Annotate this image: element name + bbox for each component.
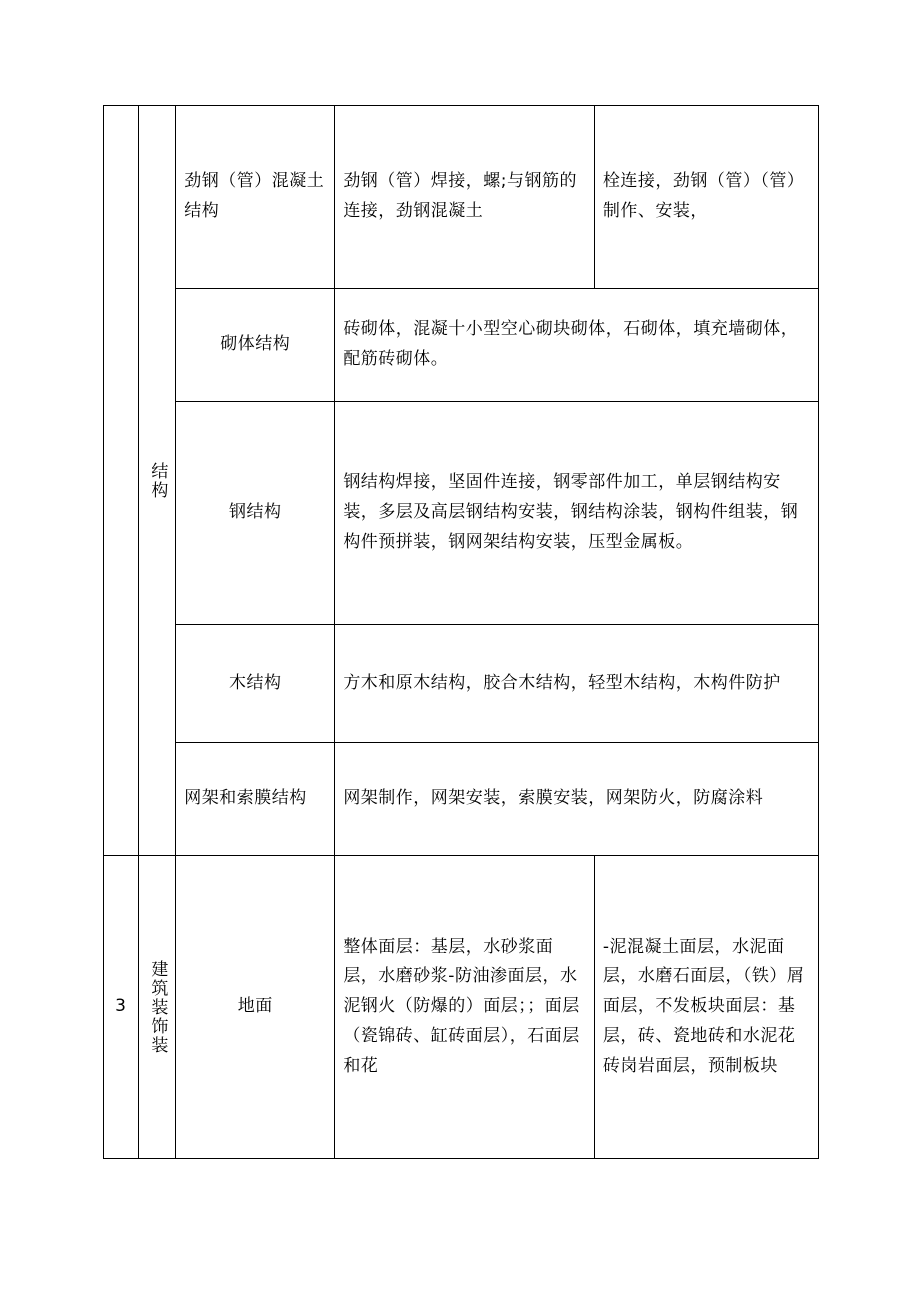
table-row <box>104 743 819 856</box>
cell-subitem-jingang: 劲钢（管）混凝土结构 <box>176 106 335 289</box>
table-row <box>104 289 819 402</box>
cell-detail-jingang-right: 栓连接，劲钢（管）（管）制作、安装， <box>594 106 818 289</box>
cell-category-name-structure <box>138 106 176 856</box>
cell-category-number-structure <box>104 106 139 856</box>
table-row <box>104 106 819 289</box>
cell-detail-masonry: 砖砌体，混凝十小型空心砌块砌体，石砌体，填充墙砌体，配筋砖砌体。 <box>335 289 819 402</box>
cell-subitem-timber: 木结构 <box>176 625 335 743</box>
cell-subitem-floor: 地面 <box>176 856 335 1159</box>
construction-scope-table <box>103 105 819 1159</box>
cell-subitem-steel: 钢结构 <box>176 402 335 625</box>
cell-detail-spaceframe: 网架制作，网架安装，索膜安装，网架防火，防腐涂料 <box>335 743 819 856</box>
cell-subitem-masonry: 砌体结构 <box>176 289 335 402</box>
cell-subitem-spaceframe: 网架和索膜结构 <box>176 743 335 856</box>
table-row <box>104 856 819 1159</box>
category-label-decoration: 建筑装饰装 <box>147 959 168 1055</box>
cell-category-number-decoration: 3 <box>104 856 139 1159</box>
cell-detail-timber: 方木和原木结构，胶合木结构，轻型木结构，木构件防护 <box>335 625 819 743</box>
cell-detail-floor-left: 整体面层：基层，水砂浆面层，水磨砂浆-防油渗面层，水泥钢火（防爆的）面层；；面层（瓷锦砖、缸砖面层），石面层和花 <box>335 856 595 1159</box>
table-row <box>104 625 819 743</box>
cell-detail-steel: 钢结构焊接，坚固件连接，钢零部件加工，单层钢结构安装，多层及高层钢结构安装，钢结构涂装，钢构件组装，钢构件预拼装，钢网架结构安装，压型金属板。 <box>335 402 819 625</box>
table-row <box>104 402 819 625</box>
cell-detail-jingang-left: 劲钢（管）焊接，螺;与钢筋的连接，劲钢混凝土 <box>335 106 595 289</box>
cell-detail-floor-right: -泥混凝土面层，水泥面层，水磨石面层，（铁）屑面层，不发板块面层：基层，砖、瓷地砖和水泥花砖岗岩面层，预制板块 <box>594 856 818 1159</box>
category-label-structure: 结构 <box>147 461 168 500</box>
cell-category-name-decoration <box>138 856 176 1159</box>
